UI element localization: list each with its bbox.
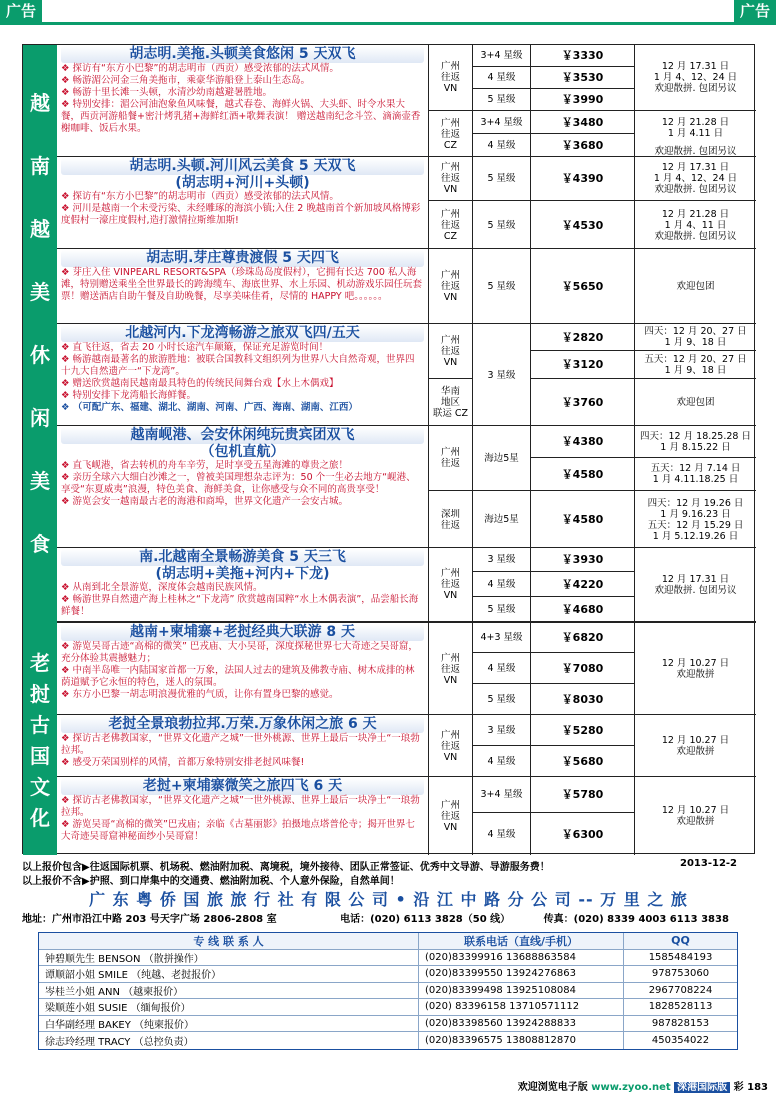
departure-cell: 广州 往返 VN (429, 777, 473, 855)
tour-description (57, 157, 429, 248)
tour-block-1 (57, 45, 756, 157)
grade-cell: 5 星级 (473, 89, 531, 111)
side-label-vietnam: 越 南 越 美 休 闲 美 食 (23, 45, 57, 623)
contacts-table (38, 932, 738, 1050)
date-note-cell: 欢迎包团 (676, 281, 715, 292)
tour-line: ❖ 亲历全球六大细白沙滩之一，曾被美国理想杂志评为：50 个一生必去地方“岘港、享受“东夏威夷”浪漫，特色美食、海鲜美食，让你感受与众不同的高贵享受！ (61, 472, 416, 495)
grade-cell: 4 星级 (473, 746, 531, 777)
tour-line: ❖ 探访有“东方小巴黎”的胡志明市（西贡）感受浓郁的法式风情。 (61, 191, 339, 202)
tour-line: ❖ 畅游越南最著名的旅游胜地：被联合国教科文组织列为世界八大自然奇观，世界四十九大自然遗产一“下龙湾”。 (61, 354, 415, 377)
site-link[interactable]: www.zyoo.net (591, 1082, 671, 1093)
contact-name: 梁顺莲小姐 SUSIE （缅甸报价） (39, 999, 419, 1015)
tour-line: ❖ 特别安排下龙湾船长海鲜餐。 (61, 390, 197, 401)
side-label-laos: 老 挝 古 国 文 化 (23, 623, 57, 855)
contacts-header (39, 933, 737, 950)
departure-cell: 广州 往返 (429, 426, 473, 491)
tour-line: ❖ 东方小巴黎一胡志明浪漫优雅的气质，让你有置身巴黎的感觉。 (61, 689, 339, 700)
date-note-cell: 12 月 17.31 日 1 月 4、12、24 日 欢迎散拼. 包团另议 (635, 45, 756, 111)
tour-description (57, 777, 429, 855)
price-cell: ￥4380 (531, 426, 635, 458)
tour-line: ❖ 芽庄入住 VINPEARL RESORT&SPA（珍珠岛岛度假村），它拥有长达 700 私人海滩，特别赠送乘坐全世界最长的跨海缆车、海底世界、水上乐园、机动游戏乐园任玩套票！赠送酒店自助午餐及自助晚餐，尽享美味佳肴，尽情的 HAPPY 吧。。。。。。 (61, 267, 423, 302)
contact-qq: 1828528113 (648, 1001, 713, 1013)
contact-qq: 987828153 (651, 1017, 710, 1029)
date-note-cell: 欢迎包团 (676, 397, 715, 408)
date-note-cell: 12 月 10.27 日 欢迎散拼 (661, 805, 730, 827)
contact-line (22, 910, 755, 925)
price-cell: ￥3760 (531, 379, 635, 426)
departure-cell: 深圳 往返 (429, 491, 473, 548)
date-note-cell: 四天：12 月 20、27 日 1 月 9、18 日 (635, 324, 756, 351)
departure-cell: 广州 往返 VN (429, 249, 473, 324)
contact-row (39, 1016, 737, 1033)
grade-cell: 5 星级 (473, 684, 531, 715)
page-footer (518, 1078, 768, 1093)
tour-title: 胡志明.头顿.河川风云美食 5 天双飞 (61, 158, 424, 175)
price-cell: ￥4220 (531, 572, 635, 597)
grade-cell: 3 星级 (473, 548, 531, 572)
tour-subtitle: （包机直航） (200, 444, 285, 460)
top-divider (0, 22, 776, 25)
price-cell: ￥5650 (531, 249, 635, 324)
tour-line: ❖ 畅游十里长滩一头顿，水清沙幼南越避暑胜地。 (61, 87, 273, 98)
grade-cell: 4 星级 (473, 572, 531, 597)
contact-qq: 978753060 (651, 968, 710, 980)
contact-phone: (020)83399916 13688863584 (419, 950, 624, 966)
grade-cell: 3 星级 (473, 715, 531, 746)
tour-line: ❖ 畅游世界自然遗产海上桂林之“下龙湾” 欣赏越南国粹“水上木偶表演”，品尝船长海鲜餐！ (61, 594, 419, 617)
grade-cell: 4 星级 (473, 653, 531, 684)
tour-block-8 (57, 715, 756, 777)
contact-name: 谭顺韶小姐 SMILE （纯越、老挝报价） (39, 966, 419, 982)
tour-table (22, 44, 755, 854)
header-qq: QQ (671, 934, 690, 948)
tour-line: ❖ 游览吴哥“高棉的微笑”巴戎庙；亲临《古墓丽影》拍摄地点塔普伦寺；揭开世界七大奇迹吴哥窟神秘面纱小吴哥窟！ (61, 819, 415, 842)
booking-note: 欢迎散拼. 包团另议 (654, 145, 737, 157)
date-note-cell: 五天：12 月 20、27 日 1 月 9、18 日 (635, 351, 756, 379)
fax: 传真：(020) 8339 4003 6113 3838 (543, 914, 729, 925)
departure-cell: 广州 往返 VN (429, 45, 473, 111)
price-cell: ￥4580 (531, 491, 635, 548)
price-cell: ￥6300 (531, 813, 635, 855)
contact-row (39, 950, 737, 967)
date-note-cell: 12 月 21.28 日 1 月 4.11 日 (661, 117, 730, 139)
price-cell: ￥3990 (531, 89, 635, 111)
tour-block-5 (57, 426, 756, 548)
contact-qq: 1585484193 (648, 951, 713, 963)
departure-cell: 广州 往返 VN (429, 548, 473, 621)
tour-title: 老挝+柬埔寨微笑之旅四飞 6 天 (61, 778, 424, 795)
date-note-cell: 12 月 10.27 日 欢迎散拼 (661, 735, 730, 757)
tour-line: ❖ 感受万荣国别样的风情，首都万象特别安排老挝风味餐! (61, 757, 305, 768)
tour-line: ❖ 河川是越南一个未受污染、未经雕琢的海滨小镇;入住 2 晚越南首个新加坡风格博彩度假村一濠庄度假村,造打激情拉斯维加斯! (61, 203, 421, 226)
welcome-text: 欢迎浏览电子版 (517, 1082, 588, 1093)
tour-description (57, 715, 429, 776)
departure-cell: 广州 往返 VN (429, 623, 473, 715)
price-cell: ￥3680 (531, 134, 635, 157)
departure-cell: 广州 往返 CZ (429, 201, 473, 249)
page-number: 彩 183 (733, 1082, 768, 1093)
tour-description (57, 249, 429, 323)
grade-cell: 4 星级 (473, 813, 531, 855)
grade-cell: 3+4 星级 (473, 777, 531, 813)
grade-cell: 5 星级 (473, 249, 531, 324)
tour-title: 越南+柬埔寨+老挝经典大联游 8 天 (61, 624, 424, 641)
tour-line: ❖ 游览吴哥古迹“高棉的微笑” 巴戎庙、大小吴哥，深度探秘世界七大奇迹之吴哥窟，充分体验其震撼魅力； (61, 641, 418, 664)
departure-cell: 广州 往返 VN (429, 715, 473, 777)
departure-cell: 广州 往返 VN (429, 157, 473, 201)
tour-block-6 (57, 548, 756, 623)
price-include: 以上报价包含▶往返国际机票、机场税、燃油附加税、离境税，境外接待、团队正常签证、优秀中文导游、导游服务费！ (22, 862, 550, 873)
contact-name: 钟碧顺先生 BENSON （散拼操作） (39, 950, 419, 966)
price-cell: ￥6820 (531, 623, 635, 653)
price-cell: ￥7080 (531, 653, 635, 684)
header-phone: 联系电话（直线/手机） (419, 933, 624, 949)
contact-name: 白华副经理 BAKEY （纯柬报价） (39, 1016, 419, 1032)
contact-phone: (020)83398560 13924288833 (419, 1016, 624, 1032)
contact-row (39, 966, 737, 983)
price-cell: ￥5680 (531, 746, 635, 777)
contact-row (39, 983, 737, 1000)
price-exclude: 以上报价不含▶护照、到口岸集中的交通费、燃油附加税、个人意外保险，自然单间！ (22, 876, 400, 887)
tour-block-7 (57, 623, 756, 715)
tour-line: ❖ 从南到北全景游览，深度体会越南民族风情。 (61, 582, 263, 593)
tour-block-2 (57, 157, 756, 249)
grade-cell: 4 星级 (473, 67, 531, 89)
price-cell: ￥5280 (531, 715, 635, 746)
phone: 电话：(020) 6113 3828（50 线） (340, 914, 511, 925)
contact-name: 岑桂兰小姐 ANN （越柬报价） (39, 983, 419, 999)
tour-title: 越南岘港、会安休闲纯玩贵宾团双飞 (61, 427, 424, 444)
price-cell: ￥3480 (531, 111, 635, 134)
grade-cell: 3+4 星级 (473, 45, 531, 67)
contact-phone: (020) 83396158 13710571112 (419, 999, 624, 1015)
price-cell: ￥3930 (531, 548, 635, 572)
date-note-cell: 四天：12 月 18.25.28 日 1 月 8.15.22 日 (635, 426, 756, 458)
tour-subtitle: (胡志明+美拖+河内+下龙) (155, 566, 330, 582)
grade-cell: 4 星级 (473, 134, 531, 157)
date-note-cell: 12 月 17.31 日 1 月 4、12、24 日 欢迎散拼. 包团另议 (635, 157, 756, 201)
grade-cell: 3 星级 (473, 324, 531, 426)
contact-row (39, 1032, 737, 1049)
grade-cell: 海边5星 (473, 491, 531, 548)
grade-cell: 4+3 星级 (473, 623, 531, 653)
tour-line: ❖ 特别安排：湄公河油泡象鱼风味餐，越式春卷、海鲜火锅、大头虾、时令水果大餐，西贡河游船餐+密汁烤乳猪+海鲜红酒+歌舞表演！ 赠送越南纪念斗笠、滴滴壶香榭咖啡、饭后水果。 (61, 99, 421, 134)
tour-title: 北越河内.下龙湾畅游之旅双飞四/五天 (61, 325, 424, 342)
price-cell: ￥4530 (531, 201, 635, 249)
tour-block-4 (57, 324, 756, 426)
tour-line: ❖ 探访有“东方小巴黎”的胡志明市（西贡）感受浓郁的法式风情。 (61, 63, 339, 74)
tour-footnote: ❖ （可配广东、福建、湖北、湖南、河南、广西、海南、湖南、江西） (61, 402, 358, 413)
grade-cell: 3+4 星级 (473, 111, 531, 134)
tour-description (57, 426, 429, 547)
contact-phone: (020)83399498 13925108084 (419, 983, 624, 999)
date-note-cell: 五天：12 月 7.14 日 1 月 4.11.18.25 日 (635, 458, 756, 491)
ad-tag-right: 广告 (734, 0, 776, 22)
tour-title: 胡志明.美拖.头顿美食悠闲 5 天双飞 (61, 46, 424, 63)
price-cell: ￥4390 (531, 157, 635, 201)
tour-line: ❖ 畅游湄公河金三角美拖市，乘豪华游船登上泰山生态岛。 (61, 75, 311, 86)
tour-description (57, 548, 429, 621)
price-cell: ￥3120 (531, 351, 635, 379)
grade-cell: 5 星级 (473, 157, 531, 201)
tour-line: ❖ 游览会安一越南最古老的海港和商埠，世界文化遗产一会安古城。 (61, 496, 349, 507)
company-name: 广 东 粤 侨 国 旅 旅 行 社 有 限 公 司 • 沿 江 中 路 分 公 司 -- 万 里 之 旅 (89, 890, 688, 909)
ad-tag-left: 广告 (0, 0, 42, 22)
tour-block-9 (57, 777, 756, 855)
price-cell: ￥5780 (531, 777, 635, 813)
date-note-cell: 12 月 21.28 日 1 月 4、11 日 欢迎散拼. 包团另议 (654, 208, 737, 242)
tour-description (57, 623, 429, 714)
tour-line: ❖ 探访古老佛教国家，“世界文化遗产之城”一世外桃源、世界上最后一块净土“一琅勃拉邦。 (61, 795, 420, 818)
contact-phone: (020)83396575 13808812870 (419, 1032, 624, 1049)
tour-line: ❖ 赠送欣赏越南民越南最具特色的传统民间舞台戏【水上木偶戏】 (61, 378, 339, 389)
date-note-cell: 12 月 17.31 日 欢迎散拼. 包团另议 (654, 573, 737, 596)
tour-line: ❖ 探访古老佛教国家，“世界文化遗产之城”一世外桃源、世界上最后一块净土“一琅勃拉邦。 (61, 733, 420, 756)
date-note-cell: 12 月 10.27 日 欢迎散拼 (661, 658, 730, 680)
price-cell: ￥3530 (531, 67, 635, 89)
contact-qq: 450354022 (651, 1034, 710, 1046)
grade-cell: 5 星级 (473, 597, 531, 621)
price-cell: ￥3330 (531, 45, 635, 67)
grade-cell: 海边5星 (473, 426, 531, 491)
contact-row (39, 999, 737, 1016)
departure-cell: 广州 往返 VN (429, 324, 473, 379)
tour-line: ❖ 中南半岛唯一内陆国家首都一万象，法国人过去的建筑及佛教寺庙、树木成排的林荫道赋予它永恒的特色，迷人的氛围。 (61, 665, 415, 688)
tour-subtitle: (胡志明+河川+头顿) (175, 175, 310, 191)
price-cell: ￥8030 (531, 684, 635, 715)
tour-title: 胡志明.芽庄尊贵渡假 5 天四飞 (61, 250, 424, 267)
tour-description (57, 324, 429, 425)
tour-block-3 (57, 249, 756, 324)
tour-line: ❖ 直飞往返，省去 20 小时长途汽车颠簸，保证充足游览时间！ (61, 342, 329, 353)
tour-description (57, 45, 429, 156)
grade-cell: 5 星级 (473, 201, 531, 249)
tour-title: 老挝全景琅勃拉邦.万荣.万象休闲之旅 6 天 (61, 716, 424, 733)
address: 地址：广州市沿江中路 203 号天字广场 2806-2808 室 (22, 914, 277, 925)
price-cell: ￥4680 (531, 597, 635, 621)
tour-title: 南.北越南全景畅游美食 5 天三飞 (61, 549, 424, 566)
price-cell: ￥2820 (531, 324, 635, 351)
price-cell: ￥4580 (531, 458, 635, 491)
publish-date: 2013-12-2 (680, 858, 738, 869)
departure-cell: 广州 往返 CZ (429, 111, 473, 157)
tour-line: ❖ 直飞岘港，省去转机的舟车辛劳，足时享受五星海滩的尊贵之旅！ (61, 460, 349, 471)
contact-phone: (020)83399550 13924276863 (419, 966, 624, 982)
date-note-cell: 四天：12 月 19.26 日 1 月 9.16.23 日 五天：12 月 15.29 日 1 月 5.12.19.26 日 (647, 497, 744, 542)
contact-name: 徐志玲经理 TRACY （总控负责） (39, 1032, 419, 1049)
contact-qq: 2967708224 (648, 984, 713, 996)
departure-cell: 华南 地区 联运 CZ (429, 379, 473, 426)
header-name: 专 线 联 系 人 (39, 933, 419, 949)
edition-badge: 深港国际版 (674, 1082, 730, 1093)
